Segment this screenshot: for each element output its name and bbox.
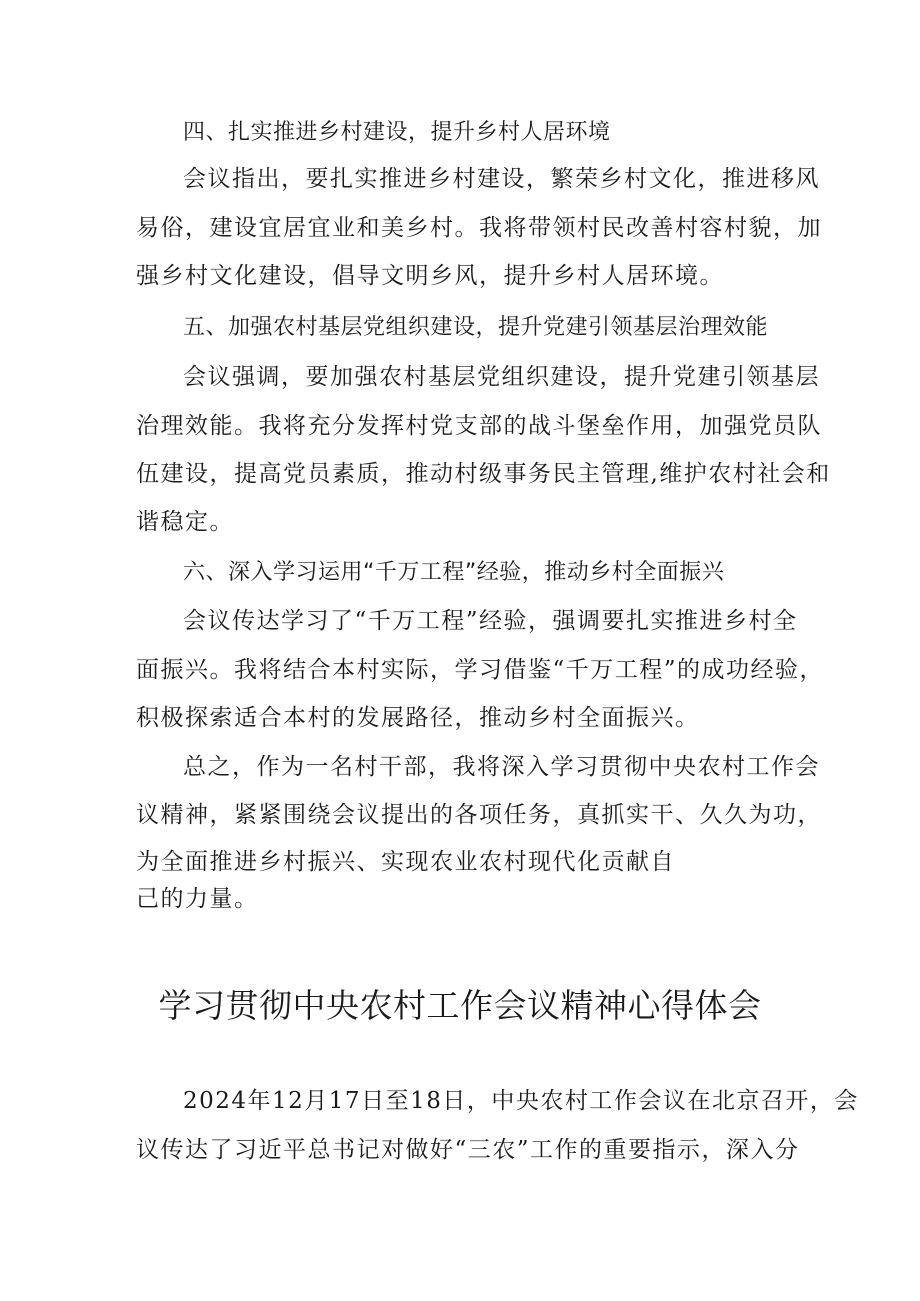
section-4-heading: 四、扎实推进乡村建设，提升乡村人居环境	[183, 120, 611, 145]
article-body-line-1: 2024年12月17日至18日，中央农村工作会议在北京召开，会	[183, 1088, 859, 1114]
article-body-line-2: 议传达了习近平总书记对做好“三农”工作的重要指示，深入分	[136, 1137, 800, 1163]
section-5-heading: 五、加强农村基层党组织建设，提升党建引领基层治理效能	[183, 315, 769, 340]
section-4-line-3: 强乡村文化建设，倡导文明乡风，提升乡村人居环境。	[136, 263, 724, 289]
section-6-line-3: 积极探索适合本村的发展路径，推动乡村全面振兴。	[136, 705, 700, 731]
article-title: 学习贯彻中央农村工作会议精神心得体会	[158, 986, 762, 1025]
section-5-line-2: 治理效能。我将充分发挥村党支部的战斗堡垒作用，加强党员队	[136, 413, 822, 439]
section-5-line-1: 会议强调，要加强农村基层党组织建设，提升党建引领基层	[183, 364, 820, 390]
section-5-line-3: 伍建设，提高党员素质，推动村级事务民主管理,维护农村社会和	[136, 461, 831, 487]
conclusion-line-3: 为全面推进乡村振兴、实现农业农村现代化贡献自	[136, 849, 675, 875]
section-6-line-2: 面振兴。我将结合本村实际，学习借鉴“千万工程”的成功经验，	[136, 657, 825, 683]
section-4-line-1: 会议指出，要扎实推进乡村建设，繁荣乡村文化，推进移风	[183, 166, 820, 192]
section-5-line-4: 谐稳定。	[136, 509, 234, 535]
conclusion-line-4: 己的力量。	[136, 886, 259, 912]
conclusion-line-1: 总之，作为一名村干部，我将深入学习贯彻中央农村工作会	[183, 754, 820, 780]
conclusion-line-2: 议精神，紧紧围绕会议提出的各项任务，真抓实干、久久为功，	[136, 802, 822, 828]
section-4-line-2: 易俗，建设宜居宜业和美乡村。我将带领村民改善村容村貌，加	[136, 215, 822, 241]
section-6-line-1: 会议传达学习了“千万工程”经验，强调要扎实推进乡村全	[183, 608, 798, 634]
section-6-heading: 六、深入学习运用“千万工程”经验，推动乡村全面振兴	[183, 560, 725, 585]
